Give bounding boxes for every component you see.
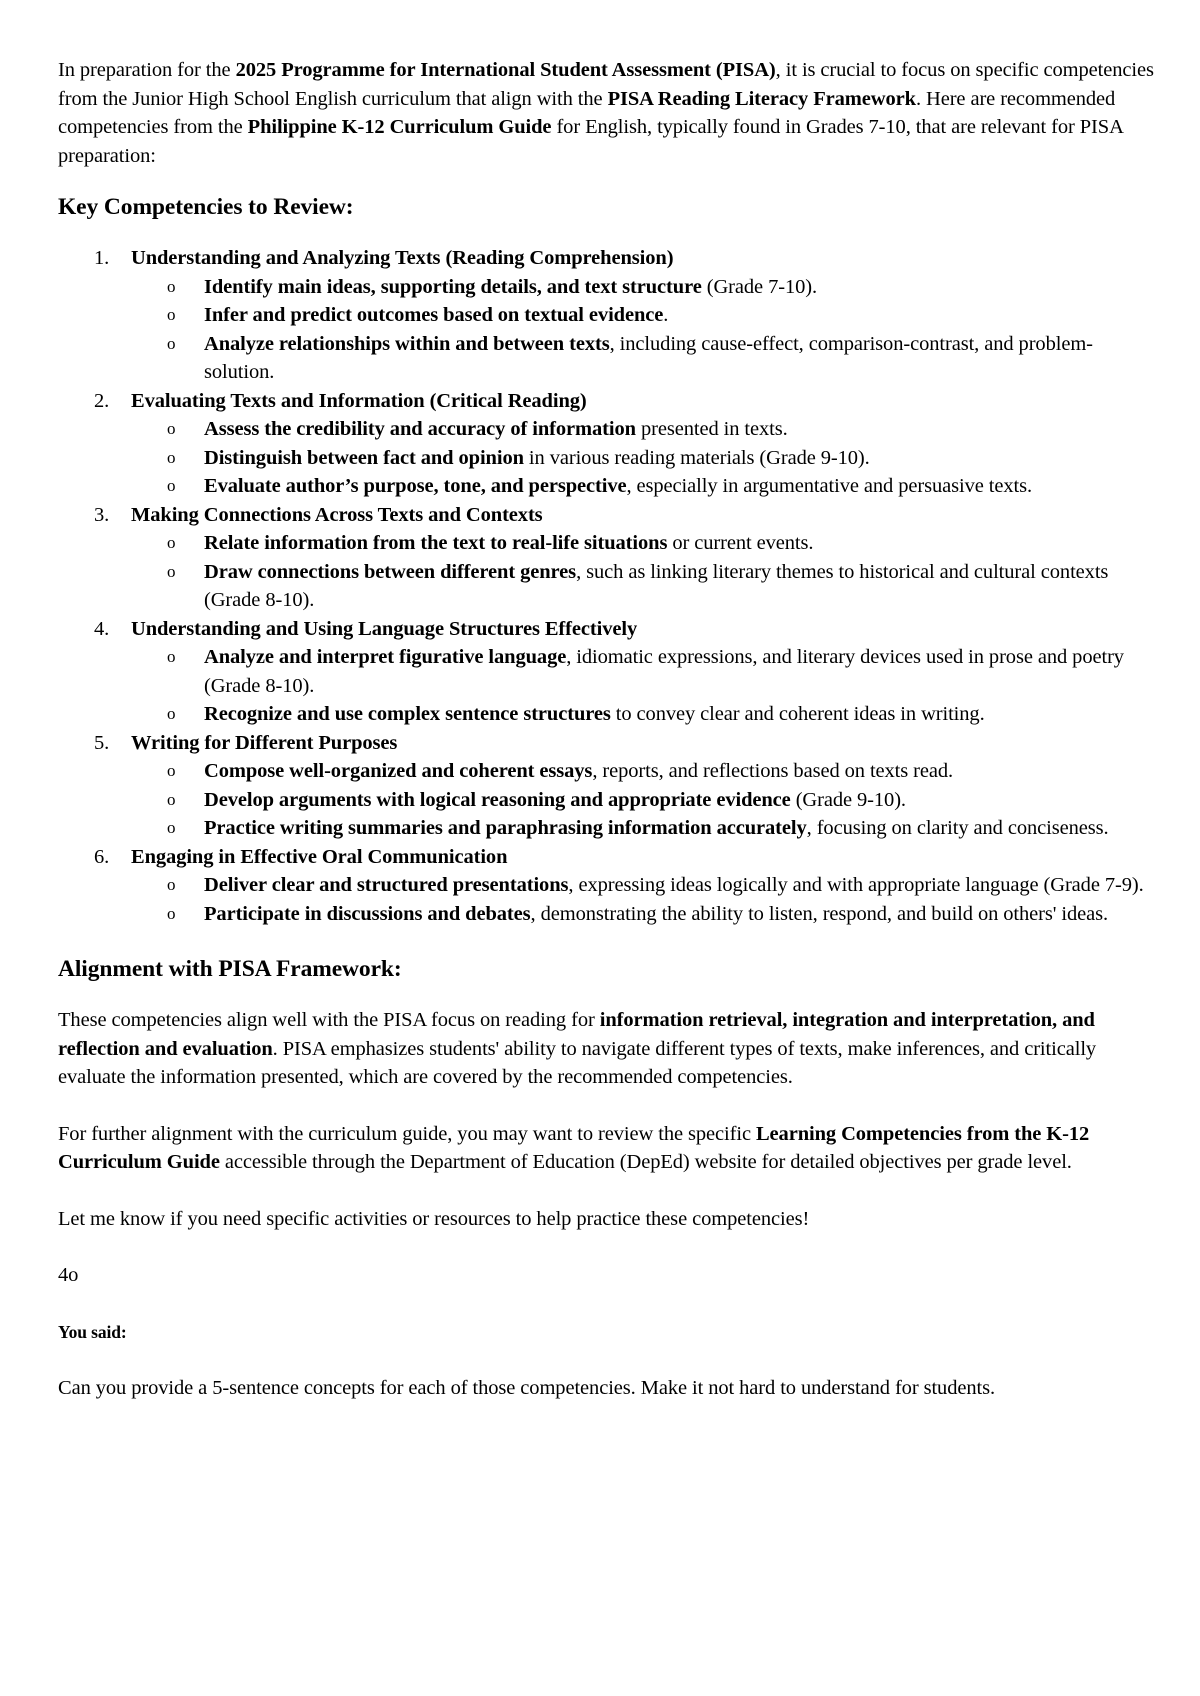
subitem-bold: Compose well-organized and coherent essays [204,760,593,782]
competency-subitem [131,700,1158,729]
intro-text-2: , it is crucial to focus on specific competencies from the Junior High School English curriculum that align with the [58,59,1154,110]
competency-subitem [131,529,1158,558]
intro-text-1: In preparation for the [58,59,236,81]
model-label: 4o [58,1264,79,1286]
subitem-text: , such as linking literary themes to historical and cultural contexts (Grade 8-10). [204,560,1109,611]
subitem-text: (Grade 7-10). [701,275,818,298]
subitem-bold: Evaluate author’s purpose, tone, and perspective [204,475,627,497]
competency-list [58,244,1158,928]
intro-bold-guide: Philippine K-12 Curriculum Guide [247,116,552,138]
competency-subitem [131,814,1158,843]
user-message: Can you provide a 5-sentence concepts for each of those competencies. Make it not hard to understand for students. [58,1377,995,1399]
competency-sublist [131,757,1158,843]
competency-item [58,615,1158,729]
competency-number: 6. [94,845,110,868]
subitem-bold: Draw connections between different genres [204,560,577,583]
alignment-paragraph [58,1006,1158,1092]
alignment-text-2: . PISA emphasizes students' ability to navigate different types of texts, make inferences, and critically evaluate the information presented, which are covered by the recommended competencies. [58,1037,1097,1088]
competency-title: Evaluating Texts and Information (Critical Reading) [131,389,587,412]
competency-sublist [131,273,1158,387]
subitem-text: (Grade 9-10). [790,788,906,811]
further-paragraph [58,1120,1158,1177]
bullet-circle-icon: o [167,818,176,837]
competency-number: 2. [94,389,110,412]
subitem-bold: Recognize and use complex sentence structures [204,703,611,725]
competency-item [58,501,1158,615]
bullet-circle-icon: o [167,761,176,780]
alignment-text-1: These competencies align well with the PISA focus on reading for [58,1009,600,1031]
competency-number: 4. [94,617,110,640]
competency-sublist [131,529,1158,615]
competency-title: Making Connections Across Texts and Contexts [131,503,543,526]
competency-title: Understanding and Using Language Structures Effectively [131,617,638,640]
subitem-text: presented in texts. [635,418,788,440]
competency-subitem [131,472,1158,501]
competency-title: Writing for Different Purposes [131,731,398,754]
competency-subitem [131,330,1158,387]
competency-subitem [131,786,1158,815]
competency-subitem [131,871,1158,900]
subitem-text: , focusing on clarity and conciseness. [806,817,1109,839]
subitem-bold: Develop arguments with logical reasoning and appropriate evidence [204,788,791,811]
competency-sublist [131,643,1158,729]
competency-title: Engaging in Effective Oral Communication [131,845,508,868]
competency-subitem [131,900,1158,929]
competency-title: Understanding and Analyzing Texts (Reading Comprehension) [131,247,674,269]
competency-number: 5. [94,731,110,754]
subitem-text: , reports, and reflections based on texts read. [592,760,954,782]
bullet-circle-icon: o [167,419,176,438]
competency-item [58,843,1158,929]
further-bold: Learning Competencies from the K-12 Curriculum Guide [58,1122,1090,1173]
subitem-bold: Relate information from the text to real-life situations [204,532,668,554]
bullet-circle-icon: o [167,561,176,581]
competency-subitem [131,273,1158,302]
document-page [58,56,1158,1403]
bullet-circle-icon: o [167,476,176,495]
competency-sublist [131,415,1158,501]
intro-bold-pisa: 2025 Programme for International Student Assessment (PISA) [235,59,776,81]
bullet-circle-icon: o [167,789,176,809]
heading-key-competencies: Key Competencies to Review: [58,194,354,220]
competency-subitem [131,301,1158,330]
subitem-text: or current events. [667,532,814,554]
competency-subitem [131,643,1158,700]
intro-text-3: . Here are recommended competencies from the [58,87,1116,138]
bullet-circle-icon: o [167,903,176,923]
competency-subitem [131,415,1158,444]
heading-alignment: Alignment with PISA Framework: [58,956,402,982]
subitem-bold: Analyze relationships within and between texts [204,332,610,355]
competency-subitem [131,757,1158,786]
subitem-bold: Distinguish between fact and opinion [204,446,524,469]
bullet-circle-icon: o [167,447,176,467]
competency-sublist [131,871,1158,928]
subitem-bold: Identify main ideas, supporting details, and text structure [204,275,702,298]
subitem-text: in various reading materials (Grade 9-10). [523,446,870,469]
competency-item [58,244,1158,387]
bullet-circle-icon: o [167,533,176,552]
subitem-text: , especially in argumentative and persuasive texts. [626,475,1032,497]
subitem-text: to convey clear and coherent ideas in writing. [610,703,985,725]
subitem-text: , including cause-effect, comparison-contrast, and problem-solution. [204,332,1093,383]
subitem-bold: Participate in discussions and debates [204,902,531,925]
subitem-bold: Infer and predict outcomes based on textual evidence [204,304,664,326]
subitem-bold: Practice writing summaries and paraphrasing information accurately [204,817,807,839]
competency-item [58,387,1158,501]
subitem-bold: Assess the credibility and accuracy of information [204,418,636,440]
subitem-text: , demonstrating the ability to listen, respond, and build on others' ideas. [530,902,1109,925]
further-text-1: For further alignment with the curriculum guide, you may want to review the specific [58,1122,756,1145]
subitem-text: . [663,304,669,326]
bullet-circle-icon: o [167,704,176,723]
bullet-circle-icon: o [167,276,176,296]
alignment-bold: information retrieval, integration and interpretation, and reflection and evaluation [58,1009,1095,1060]
competency-subitem [131,558,1158,615]
competency-subitem [131,444,1158,473]
competency-number: 1. [94,247,110,269]
closing-paragraph: Let me know if you need specific activities or resources to help practice these competencies! [58,1207,810,1230]
competency-item [58,729,1158,843]
subitem-text: , idiomatic expressions, and literary devices used in prose and poetry (Grade 8-10). [204,646,1124,697]
bullet-circle-icon: o [167,875,176,894]
intro-bold-framework: PISA Reading Literacy Framework [607,87,916,110]
further-text-2: accessible through the Department of Education (DepEd) website for detailed objectives per grade level. [219,1151,1072,1173]
intro-paragraph [58,56,1158,170]
you-said-label: You said: [58,1321,127,1342]
intro-text-4: for English, typically found in Grades 7-10, that are relevant for PISA preparation: [58,116,1123,167]
competency-number: 3. [94,503,110,526]
bullet-circle-icon: o [167,305,176,324]
bullet-circle-icon: o [167,647,176,666]
bullet-circle-icon: o [167,333,176,353]
subitem-text: , expressing ideas logically and with appropriate language (Grade 7-9). [568,874,1144,896]
subitem-bold: Deliver clear and structured presentations [204,874,569,896]
subitem-bold: Analyze and interpret figurative language [204,646,567,668]
